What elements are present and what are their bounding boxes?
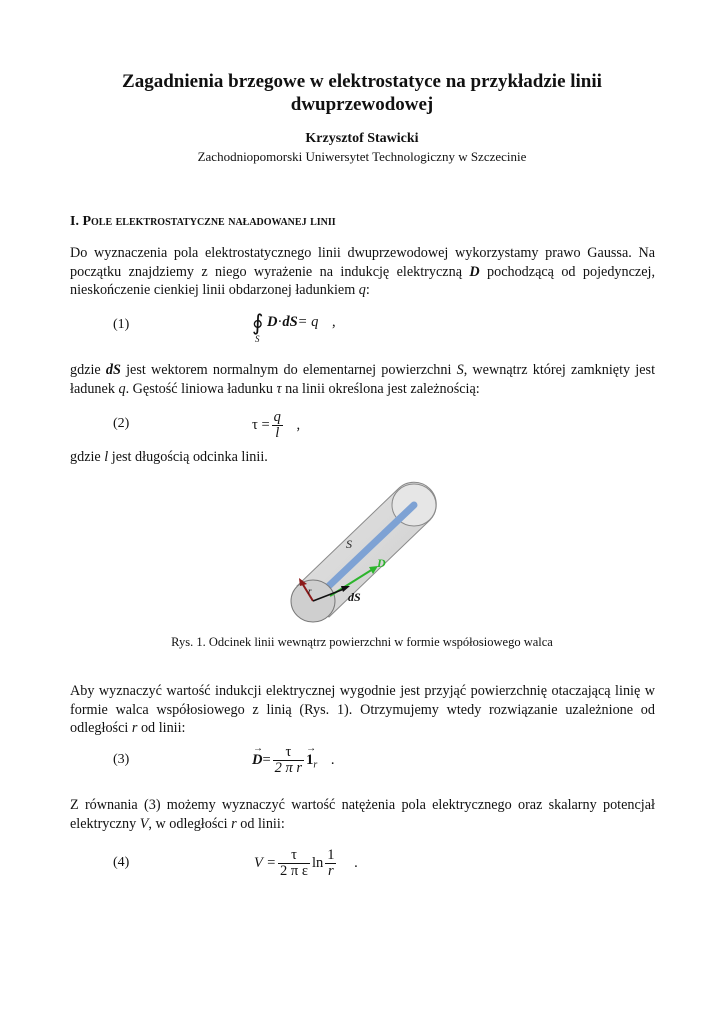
label-dS: dS (348, 590, 361, 604)
text-run: od linii: (137, 720, 186, 736)
dot-operator: · (277, 314, 283, 330)
ln-operator: ln (311, 854, 324, 871)
fraction (325, 848, 336, 879)
equation-4 (254, 848, 358, 879)
paragraph-4 (70, 682, 655, 738)
fraction (273, 745, 304, 776)
symbol-q: q (358, 282, 366, 298)
equation-period: . (330, 751, 335, 768)
vector-D: D (267, 314, 278, 330)
equals-sign: = (262, 751, 271, 768)
fraction (272, 410, 283, 441)
label-D: D (377, 556, 386, 570)
text-run: . Gęstość liniowa ładunku (125, 380, 277, 397)
equation-lhs: V = (254, 854, 277, 871)
paragraph-1 (70, 244, 655, 300)
fraction-numerator: 1 (327, 847, 335, 863)
equation-period: . (354, 854, 358, 871)
text-run: Z równania (3) możemy wyznaczyć wartość natężenia pola elektrycznego oraz skalarny potencjał elektryczny (70, 797, 655, 832)
vector-arrow-icon: → (306, 742, 317, 754)
section-number: I. (70, 214, 79, 229)
symbol-V: V (139, 815, 149, 832)
symbol-D: D (252, 751, 263, 768)
equation-2 (252, 410, 300, 441)
equation-comma: , (331, 314, 336, 330)
paragraph-3 (70, 448, 655, 467)
vector-D (252, 742, 263, 768)
symbol-D: D (469, 263, 480, 280)
label-r: r (308, 586, 312, 596)
symbol-l: l (104, 449, 109, 465)
fraction-denominator: 2 π r (274, 760, 303, 776)
equation-3 (252, 742, 335, 776)
fraction-numerator: τ (278, 848, 310, 864)
equation-number-2: (2) (113, 416, 130, 431)
paper-title: Zagadnienia brzegowe w elektrostatyce na przykładzie linii dwuprzewodowej (122, 71, 602, 115)
symbol-q: q (118, 380, 126, 397)
unit-vector (306, 742, 317, 768)
text-run: Aby wyznaczyć wartość indukcji elektrycznej wygodnie jest przyjąć powierzchnię otaczającą linię w formie walca współosiowego z linią (Rys. 1). Otrzymujemy wtedy rozwiązanie uzależnione od odległości (70, 683, 655, 736)
coaxial-cylinder-figure (280, 478, 445, 628)
symbol-S: S (456, 362, 464, 378)
unit-subscript: r (313, 759, 318, 771)
integral-subscript: S (255, 334, 260, 344)
text-run: : (365, 282, 370, 298)
author-affiliation: Zachodniopomorski Uniwersytet Technologiczny w Szczecinie (197, 149, 527, 164)
equation-comma: , (296, 416, 301, 433)
section-heading (70, 214, 336, 230)
text-run: gdzie (70, 362, 106, 378)
text-run: Do wyznaczenia pola elektrostatycznego linii dwuprzewodowej wykorzystamy prawo Gaussa. Na początku znajdziemy z niego wyrażenie na indukcję elektryczną (70, 245, 655, 280)
vector-arrow-icon: → (253, 742, 263, 754)
fraction-numerator: τ (273, 745, 304, 761)
equation-1 (252, 310, 362, 346)
unit-symbol: 1 (306, 751, 314, 768)
paragraph-2 (70, 361, 655, 398)
fraction-numerator: q (273, 409, 281, 425)
paragraph-5 (70, 796, 655, 833)
equation-lhs: τ = (252, 416, 270, 433)
fraction-denominator: r (328, 863, 334, 879)
text-run: jest długością odcinka linii. (108, 449, 268, 465)
text-run: na linii określona jest zależnością: (281, 380, 480, 397)
symbol-tau: τ (276, 380, 282, 397)
fraction-denominator: 2 π ε (280, 863, 308, 879)
label-S: S (346, 537, 352, 551)
fraction (278, 848, 310, 879)
text-run: jest wektorem normalnym do elementarnej powierzchni (120, 362, 457, 378)
text-run: od linii: (236, 815, 285, 832)
equation-number-1: (1) (113, 317, 130, 332)
symbol-dS: dS (105, 362, 121, 378)
text-run: pochodzącą od pojedynczej, nieskończenie cienkiej linii obdarzonej ładunkiem (70, 263, 655, 298)
contour-integral-icon: ∮ (252, 310, 264, 335)
fraction-denominator: l (275, 425, 280, 441)
author-name: Krzysztof Stawicki (305, 131, 419, 146)
vector-dS: dS (282, 314, 298, 330)
equation-number-3: (3) (113, 752, 130, 767)
section-title: Pole elektrostatyczne naładowanej linii (82, 214, 336, 229)
text-run: , wewnątrz której zamknięty jest ładunek (70, 362, 656, 397)
equation-number-4: (4) (113, 855, 130, 870)
equation-rhs: = q (297, 314, 319, 330)
text-run: gdzie (70, 449, 105, 465)
figure-caption: Rys. 1. Odcinek linii wewnątrz powierzchni w formie współosiowego walca (171, 635, 553, 649)
symbol-r: r (231, 815, 237, 832)
symbol-r: r (131, 720, 138, 736)
text-run: , w odległości (148, 815, 232, 832)
